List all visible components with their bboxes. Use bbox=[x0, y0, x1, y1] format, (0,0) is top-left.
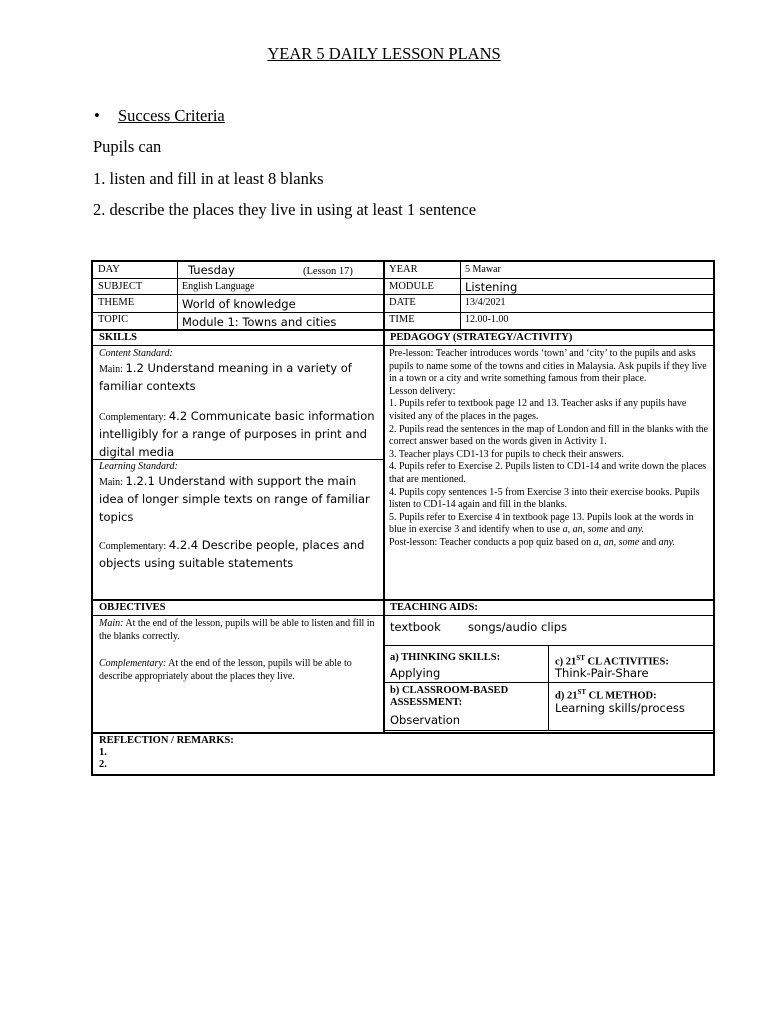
pedagogy-step-3: 3. Teacher plays CD1-13 for pupils to check their answers. bbox=[389, 448, 624, 460]
content-standard-label: Content Standard: bbox=[99, 348, 173, 359]
step6-and: and bbox=[610, 524, 626, 536]
ls-main-prefix: Main: bbox=[99, 477, 123, 488]
content-standard-complementary bbox=[99, 408, 379, 462]
day-label: DAY bbox=[98, 264, 120, 275]
year-value: 5 Mawar bbox=[465, 264, 501, 275]
criteria-intro: Pupils can bbox=[93, 137, 162, 156]
teaching-aid-2: songs/audio clips bbox=[468, 620, 568, 634]
module-label: MODULE bbox=[389, 281, 434, 292]
objective-main-prefix: Main: bbox=[99, 618, 124, 629]
success-criteria-label: Success Criteria bbox=[118, 106, 225, 125]
date-label: DATE bbox=[389, 297, 416, 308]
post-words: a, an, some bbox=[593, 536, 640, 548]
reflection-line-1: 1. bbox=[99, 747, 107, 758]
complementary-prefix: Complementary: bbox=[99, 412, 167, 423]
theme-label: THEME bbox=[98, 297, 135, 308]
learning-standard-complementary bbox=[99, 537, 379, 573]
criteria-item-1: 1. listen and fill in at least 8 blanks bbox=[93, 169, 324, 188]
time-value: 12.00-1.00 bbox=[465, 314, 509, 325]
learning-standard-main bbox=[99, 473, 379, 527]
objective-complementary bbox=[99, 658, 379, 683]
objective-complementary-text: At the end of the lesson, pupils will be able to describe appropriately about the places they live. bbox=[99, 658, 352, 682]
lesson-delivery-label: Lesson delivery: bbox=[389, 385, 456, 397]
thinking-skills-value: Applying bbox=[390, 666, 441, 680]
main-prefix: Main: bbox=[99, 364, 123, 375]
skills-header: SKILLS bbox=[99, 332, 137, 343]
post-and: and bbox=[641, 536, 657, 548]
assessment-label: b) CLASSROOM-BASED ASSESSMENT: bbox=[390, 685, 509, 709]
page-title: YEAR 5 DAILY LESSON PLANS bbox=[267, 44, 501, 63]
criteria-item-2: 2. describe the places they live in using at least 1 sentence bbox=[93, 200, 477, 219]
cl-activities-label: c) 21ST CL ACTIVITIES: bbox=[555, 654, 669, 668]
pedagogy-header: PEDAGOGY (STRATEGY/ACTIVITY) bbox=[390, 332, 573, 343]
ls-complementary-prefix: Complementary: bbox=[99, 541, 167, 552]
reflection-line-2: 2. bbox=[99, 759, 107, 770]
post-end: any. bbox=[658, 536, 676, 548]
cl-activities-value: Think-Pair-Share bbox=[555, 666, 649, 680]
learning-standard-label: Learning Standard: bbox=[99, 461, 178, 472]
teaching-aids-header: TEACHING AIDS: bbox=[390, 602, 478, 613]
pre-lesson: Pre-lesson: Teacher introduces words ‘town’ and ‘city’ to the pupils and asks pupils to name some of the towns and cities in Malaysia. Ask pupils if they live in a town or a city and write something famous from their place. bbox=[389, 348, 707, 385]
theme-value: World of knowledge bbox=[182, 297, 296, 311]
complementary-text: 4.2 Communicate basic information intelligibly for a range of purposes in print and digital media bbox=[99, 409, 375, 459]
pedagogy-step-2: 2. Pupils read the sentences in the map of London and fill in the blanks with the correct answer based on the words given in Activity 1. bbox=[389, 423, 709, 448]
step6-end: any. bbox=[627, 524, 644, 536]
lesson-number: (Lesson 17) bbox=[303, 266, 353, 277]
objective-complementary-prefix: Complementary: bbox=[99, 658, 167, 669]
step6-words: a, an, some bbox=[562, 524, 609, 536]
thinking-skills-label: a) THINKING SKILLS: bbox=[390, 652, 501, 663]
topic-label: TOPIC bbox=[98, 314, 129, 325]
content-standard-main bbox=[99, 360, 379, 396]
subject-value: English Language bbox=[182, 281, 255, 292]
pedagogy-step-1: 1. Pupils refer to textbook page 12 and 13. Teacher asks if any pupils have visited any of the places in the pages. bbox=[389, 398, 687, 422]
cl-method-label: d) 21ST CL METHOD: bbox=[555, 688, 657, 702]
ls-main-text: 1.2.1 Understand with support the main idea of longer simple texts on range of familiar topics bbox=[99, 474, 370, 524]
post-text: Post-lesson: Teacher conducts a pop quiz based on bbox=[389, 536, 592, 548]
teaching-aid-1: textbook bbox=[390, 620, 441, 634]
objective-main bbox=[99, 618, 379, 643]
main-text: 1.2 Understand meaning in a variety of familiar contexts bbox=[99, 361, 352, 393]
objective-main-text: At the end of the lesson, pupils will be able to listen and fill in the blanks correctly. bbox=[99, 618, 375, 642]
day-value: Tuesday bbox=[188, 263, 235, 277]
ls-complementary-text: 4.2.4 Describe people, places and objects using suitable statements bbox=[99, 538, 365, 570]
bullet-icon: • bbox=[94, 106, 100, 125]
cl-method-value: Learning skills/process bbox=[555, 701, 685, 715]
time-label: TIME bbox=[389, 314, 415, 325]
reflection-header: REFLECTION / REMARKS: bbox=[99, 735, 234, 746]
subject-label: SUBJECT bbox=[98, 281, 143, 292]
objectives-header: OBJECTIVES bbox=[99, 602, 166, 613]
pedagogy-step-6 bbox=[389, 512, 709, 537]
pedagogy-step-4: 4. Pupils refer to Exercise 2. Pupils listen to CD1-14 and write down the places that are mentioned. bbox=[389, 461, 707, 485]
module-value: Listening bbox=[465, 280, 518, 294]
step6-text: 5. Pupils refer to Exercise 4 in textbook page 13. Pupils look at the words in blue in exercise 3 and identify when to use bbox=[389, 511, 694, 536]
year-label: YEAR bbox=[389, 264, 418, 275]
assessment-value: Observation bbox=[390, 713, 461, 727]
pedagogy-text bbox=[389, 348, 709, 550]
post-lesson bbox=[389, 537, 709, 550]
date-value: 13/4/2021 bbox=[465, 297, 506, 308]
success-criteria-heading bbox=[94, 106, 225, 126]
topic-value: Module 1: Towns and cities bbox=[182, 315, 337, 329]
pedagogy-step-5: 4. Pupils copy sentences 1-5 from Exercise 3 into their exercise books. Pupils listen to CD1-14 again and fill in the blanks. bbox=[389, 486, 700, 511]
